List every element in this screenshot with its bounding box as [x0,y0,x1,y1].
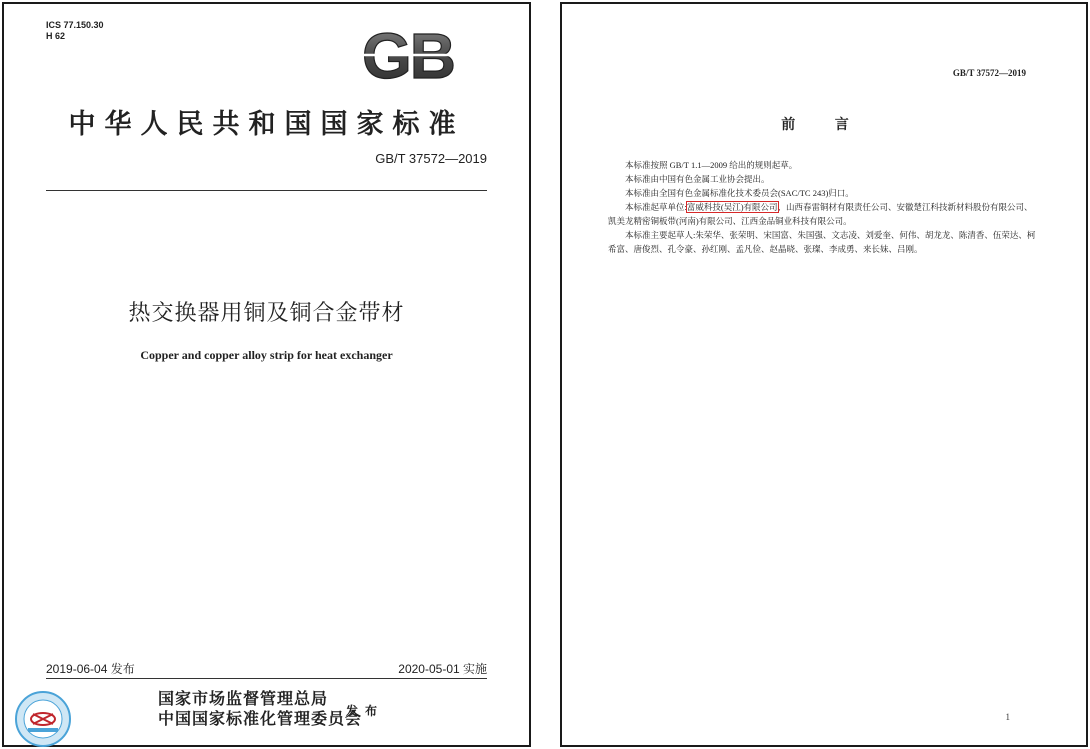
footer-divider [46,678,487,679]
page-header-number: GB/T 37572—2019 [952,68,1026,78]
certification-seal-icon [14,690,72,748]
foreword-paragraph-drafters [608,200,1040,228]
foreword-paragraph: 本标准按照 GB/T 1.1—2009 给出的规则起草。 [625,160,798,170]
standard-number: GB/T 37572—2019 [375,151,487,166]
gb-logo [352,26,464,84]
issuer-line-2: 中国国家标准化管理委员会 [158,711,363,728]
issuing-authorities [158,690,362,730]
publish-label: 发 布 [346,704,380,718]
highlighted-company: 富威科技(吴江)有限公司 [686,202,778,212]
drafting-units-label: 本标准起草单位: [625,202,687,212]
release-date: 2019-06-04 发布 [46,662,135,676]
foreword-paragraph: 本标准由全国有色金属标准化技术委员会(SAC/TC 243)归口。 [625,188,854,198]
standard-title-cn: 热交换器用铜及铜合金带材 [128,300,405,325]
issuer-line-1: 国家市场监督管理总局 [158,691,329,708]
foreword-paragraph: 本标准主要起草人:朱荣华、张荣明、宋国富、朱国强、文志凌、刘爱奎、何伟、胡龙龙、陈清香、伍荣达、柯希富、唐俊烈、孔令豪、孙红刚、孟凡俭、赵晶晓、张璨、李成勇、来长妹、吕刚。 [608,230,1036,254]
foreword-title: 前 言 [781,118,867,133]
page-number: 1 [1005,712,1010,722]
foreword-page [560,2,1088,747]
classification-codes [46,20,104,42]
cover-page [2,2,531,747]
header-divider [46,190,487,191]
gb-logo-text: GB [362,26,454,84]
foreword-body [608,158,1040,256]
foreword-paragraph: 本标准由中国有色金属工业协会提出。 [625,174,770,184]
implement-date: 2020-05-01 实施 [398,662,487,676]
national-standard-title: 中华人民共和国国家标准 [68,109,465,139]
drafting-units-rest: 、山西春雷铜材有限责任公司、安徽楚江科技新材料股份有限公司、凯美龙精密铜板带(河南)有限公司、江西金品铜业科技有限公司。 [608,202,1033,226]
standard-title-en: Copper and copper alloy strip for heat exchanger [140,348,393,362]
ccs-code: H 62 [46,31,66,41]
ics-code: ICS 77.150.30 [46,20,104,30]
